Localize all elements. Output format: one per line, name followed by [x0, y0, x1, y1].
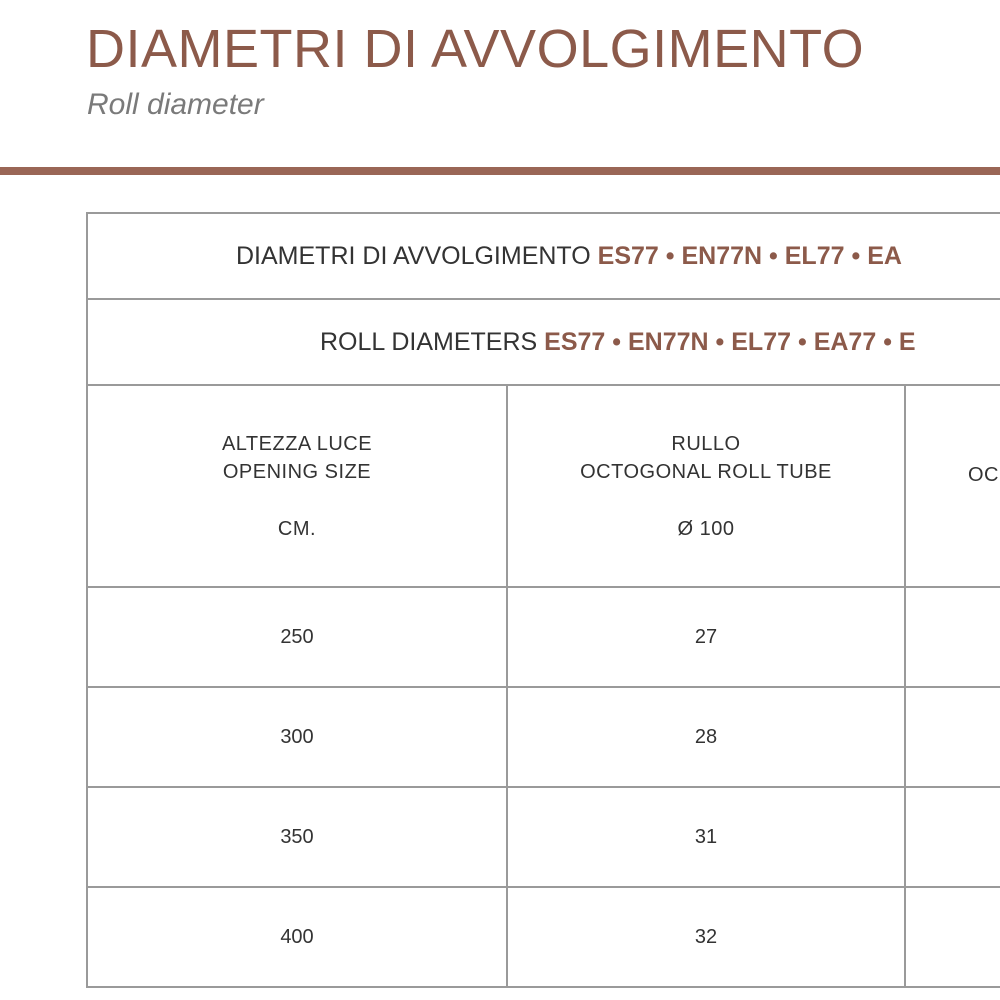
cell-roll-diameter-3 [905, 687, 1000, 787]
column-header-opening-size [87, 385, 507, 587]
page-title: DIAMETRI DI AVVOLGIMENTO [86, 19, 865, 79]
cell-opening-size: 300 [87, 687, 507, 787]
cell-opening-size: 350 [87, 787, 507, 887]
cell-roll-diameter: 31 [507, 787, 905, 887]
column-header-line2: OPENING SIZE [222, 460, 372, 483]
table-row [87, 587, 1000, 687]
title-divider [0, 167, 1000, 175]
cell-roll-diameter: 32 [507, 887, 905, 987]
model-code: ES77 [597, 241, 659, 270]
separator-dot: • [769, 241, 778, 270]
column-header-line2: OCTOGONAL ROLL TUBE [580, 460, 832, 483]
banner-italian [87, 213, 1000, 299]
roll-diameter-table-container [86, 212, 1000, 1000]
roll-diameter-table [86, 212, 1000, 988]
column-header-unit: CM. [277, 517, 317, 540]
cell-opening-size: 400 [87, 887, 507, 987]
table-row [87, 787, 1000, 887]
page-subtitle: Roll diameter [87, 88, 264, 121]
banner-english-prefix: ROLL DIAMETERS [320, 327, 538, 356]
cell-opening-size: 250 [87, 587, 507, 687]
banner-row-english [87, 299, 1000, 385]
cell-roll-diameter-3 [905, 887, 1000, 987]
model-code: EA77 [813, 327, 877, 356]
model-code: EN77N [627, 327, 709, 356]
separator-dot: • [612, 327, 622, 356]
model-code: EN77N [681, 241, 763, 270]
cell-roll-diameter: 27 [507, 587, 905, 687]
separator-dot: • [665, 241, 675, 270]
model-code: EL77 [784, 241, 845, 270]
model-code: ES77 [544, 327, 606, 356]
model-code: EL77 [731, 327, 792, 356]
separator-dot: • [797, 327, 807, 356]
separator-dot: • [883, 327, 892, 356]
cell-roll-diameter: 28 [507, 687, 905, 787]
banner-english [87, 299, 1000, 385]
cell-roll-diameter-3 [905, 787, 1000, 887]
model-code: EA [867, 241, 902, 270]
column-header-roll-tube-100 [507, 385, 905, 587]
separator-dot: • [715, 327, 725, 356]
model-code: E [898, 327, 916, 356]
table-row [87, 687, 1000, 787]
cell-roll-diameter-3 [905, 587, 1000, 687]
column-header-line1: RULLO [671, 432, 741, 455]
separator-dot: • [851, 241, 861, 270]
table-row [87, 887, 1000, 987]
column-header-line1: ALTEZZA LUCE [221, 432, 373, 455]
column-header-roll-tube-3 [905, 385, 1000, 587]
banner-italian-prefix: DIAMETRI DI AVVOLGIMENTO [236, 241, 591, 270]
column-header-unit: Ø 100 [677, 517, 735, 540]
column-header-line2: OC [968, 464, 999, 486]
column-header-row [87, 385, 1000, 587]
banner-row-italian [87, 213, 1000, 299]
